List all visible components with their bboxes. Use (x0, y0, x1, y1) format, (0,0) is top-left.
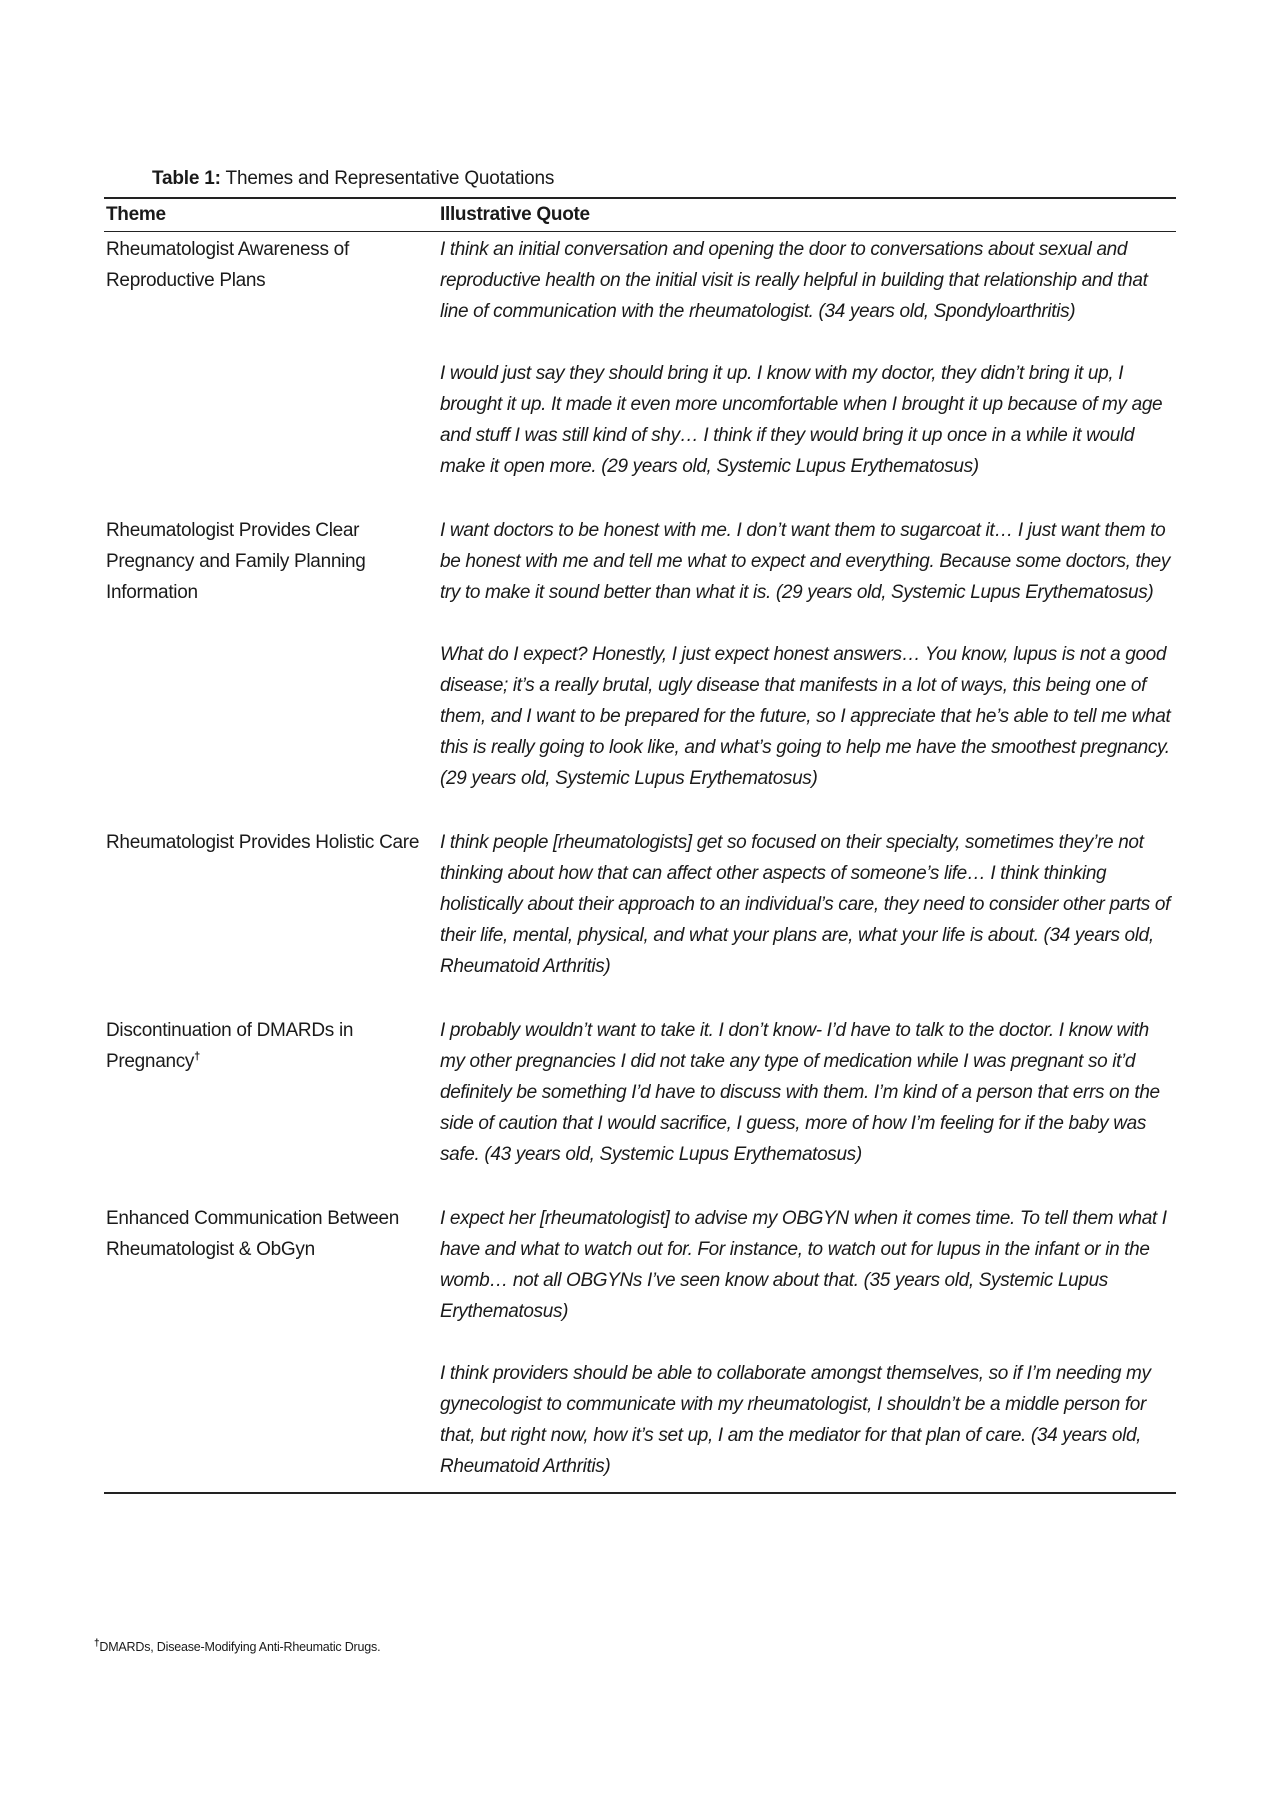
quote-text: I think people [rheumatologists] get so focused on their specialty, sometimes they’re not thinking about how that can affect other aspects of someone’s life… I think thinking holistically about their approach to an individual’s care, they need to consider other parts of their life, mental, physical, and what your plans are, what your life is about. (34 years old, Rheumatoid Arthritis) (440, 832, 1171, 977)
theme-cell (104, 1201, 440, 1265)
dagger-footnote-marker: † (94, 1637, 100, 1649)
table-caption-label: Table 1: (152, 168, 221, 189)
table-row (104, 825, 1176, 982)
table-footnote (94, 1637, 381, 1654)
table-row (104, 1201, 1176, 1492)
table-row (104, 1013, 1176, 1170)
theme-cell (104, 1013, 440, 1077)
quote-text: What do I expect? Honestly, I just expect honest answers… You know, lupus is not a good disease; it’s a really brutal, ugly disease that manifests in a lot of ways, this being one of them, and I want to be prepared for the future, so I appreciate that he’s able to tell me what this is really going to look like, and what’s going to help me have the smoothest pregnancy. (29 years old, Systemic Lupus Erythematosus) (440, 644, 1171, 789)
theme-cell (104, 232, 440, 296)
quote-text: I want doctors to be honest with me. I don’t want them to sugarcoat it… I just want them to be honest with me and tell me what to expect and everything. Because some doctors, they try to make it sound better than what it is. (29 years old, Systemic Lupus Erythematosus) (440, 520, 1170, 603)
theme-label: Rheumatologist Provides Holistic Care (106, 832, 420, 853)
quote-cell (440, 513, 1176, 794)
theme-cell (104, 825, 440, 858)
theme-cell (104, 513, 440, 608)
table-row (104, 232, 1176, 482)
table-caption-title: Themes and Representative Quotations (225, 168, 555, 189)
footnote-text: DMARDs, Disease-Modifying Anti-Rheumatic Drugs. (99, 1640, 381, 1654)
quote-text: I would just say they should bring it up. I know with my doctor, they didn’t bring it up, I brought it up. It made it even more uncomfortable when I brought it up because of my age and stuff I was still kind of shy… I think if they would bring it up once in a while it would make it open more. (29 years old, Systemic Lupus Erythematosus) (440, 363, 1163, 477)
header-illustrative-quote: Illustrative Quote (440, 204, 590, 225)
table-body (104, 232, 1176, 1492)
quote-cell (440, 232, 1176, 482)
header-theme: Theme (106, 204, 166, 225)
theme-label: Enhanced Communication Between Rheumatologist & ObGyn (106, 1208, 400, 1260)
quote-text: I think an initial conversation and opening the door to conversations about sexual and reproductive health on the initial visit is really helpful in building that relationship and that line of communication with the rheumatologist. (34 years old, Spondyloarthritis) (440, 239, 1148, 322)
quote-cell (440, 825, 1176, 982)
table-header-row (104, 199, 1176, 232)
table-caption (152, 168, 554, 190)
theme-label: Discontinuation of DMARDs in Pregnancy (106, 1020, 354, 1072)
themes-table (104, 197, 1176, 1494)
quote-cell (440, 1201, 1176, 1482)
quote-text: I think providers should be able to collaborate amongst themselves, so if I’m needing my gynecologist to communicate with my rheumatologist, I shouldn’t be a middle person for that, but right now, how it’s set up, I am the mediator for that plan of care. (34 years old, Rheumatoid Arthritis) (440, 1363, 1151, 1477)
quote-cell (440, 1013, 1176, 1170)
dagger-footnote-marker: † (194, 1050, 200, 1063)
quote-text: I probably wouldn’t want to take it. I don’t know- I’d have to talk to the doctor. I know with my other pregnancies I did not take any type of medication while I was pregnant so it’d definitely be something I’d have to discuss with them. I’m kind of a person that errs on the side of caution that I would sacrifice, I guess, more of how I’m feeling for if the baby was safe. (43 years old, Systemic Lupus Erythematosus) (440, 1020, 1160, 1165)
quote-text: I expect her [rheumatologist] to advise my OBGYN when it comes time. To tell them what I have and what to watch out for. For instance, to watch out for lupus in the infant or in the womb… not all OBGYNs I’ve seen know about that. (35 years old, Systemic Lupus Erythematosus) (440, 1208, 1167, 1322)
theme-label: Rheumatologist Provides Clear Pregnancy and Family Planning Information (106, 520, 366, 603)
theme-label: Rheumatologist Awareness of Reproductive Plans (106, 239, 349, 291)
table-row (104, 513, 1176, 794)
